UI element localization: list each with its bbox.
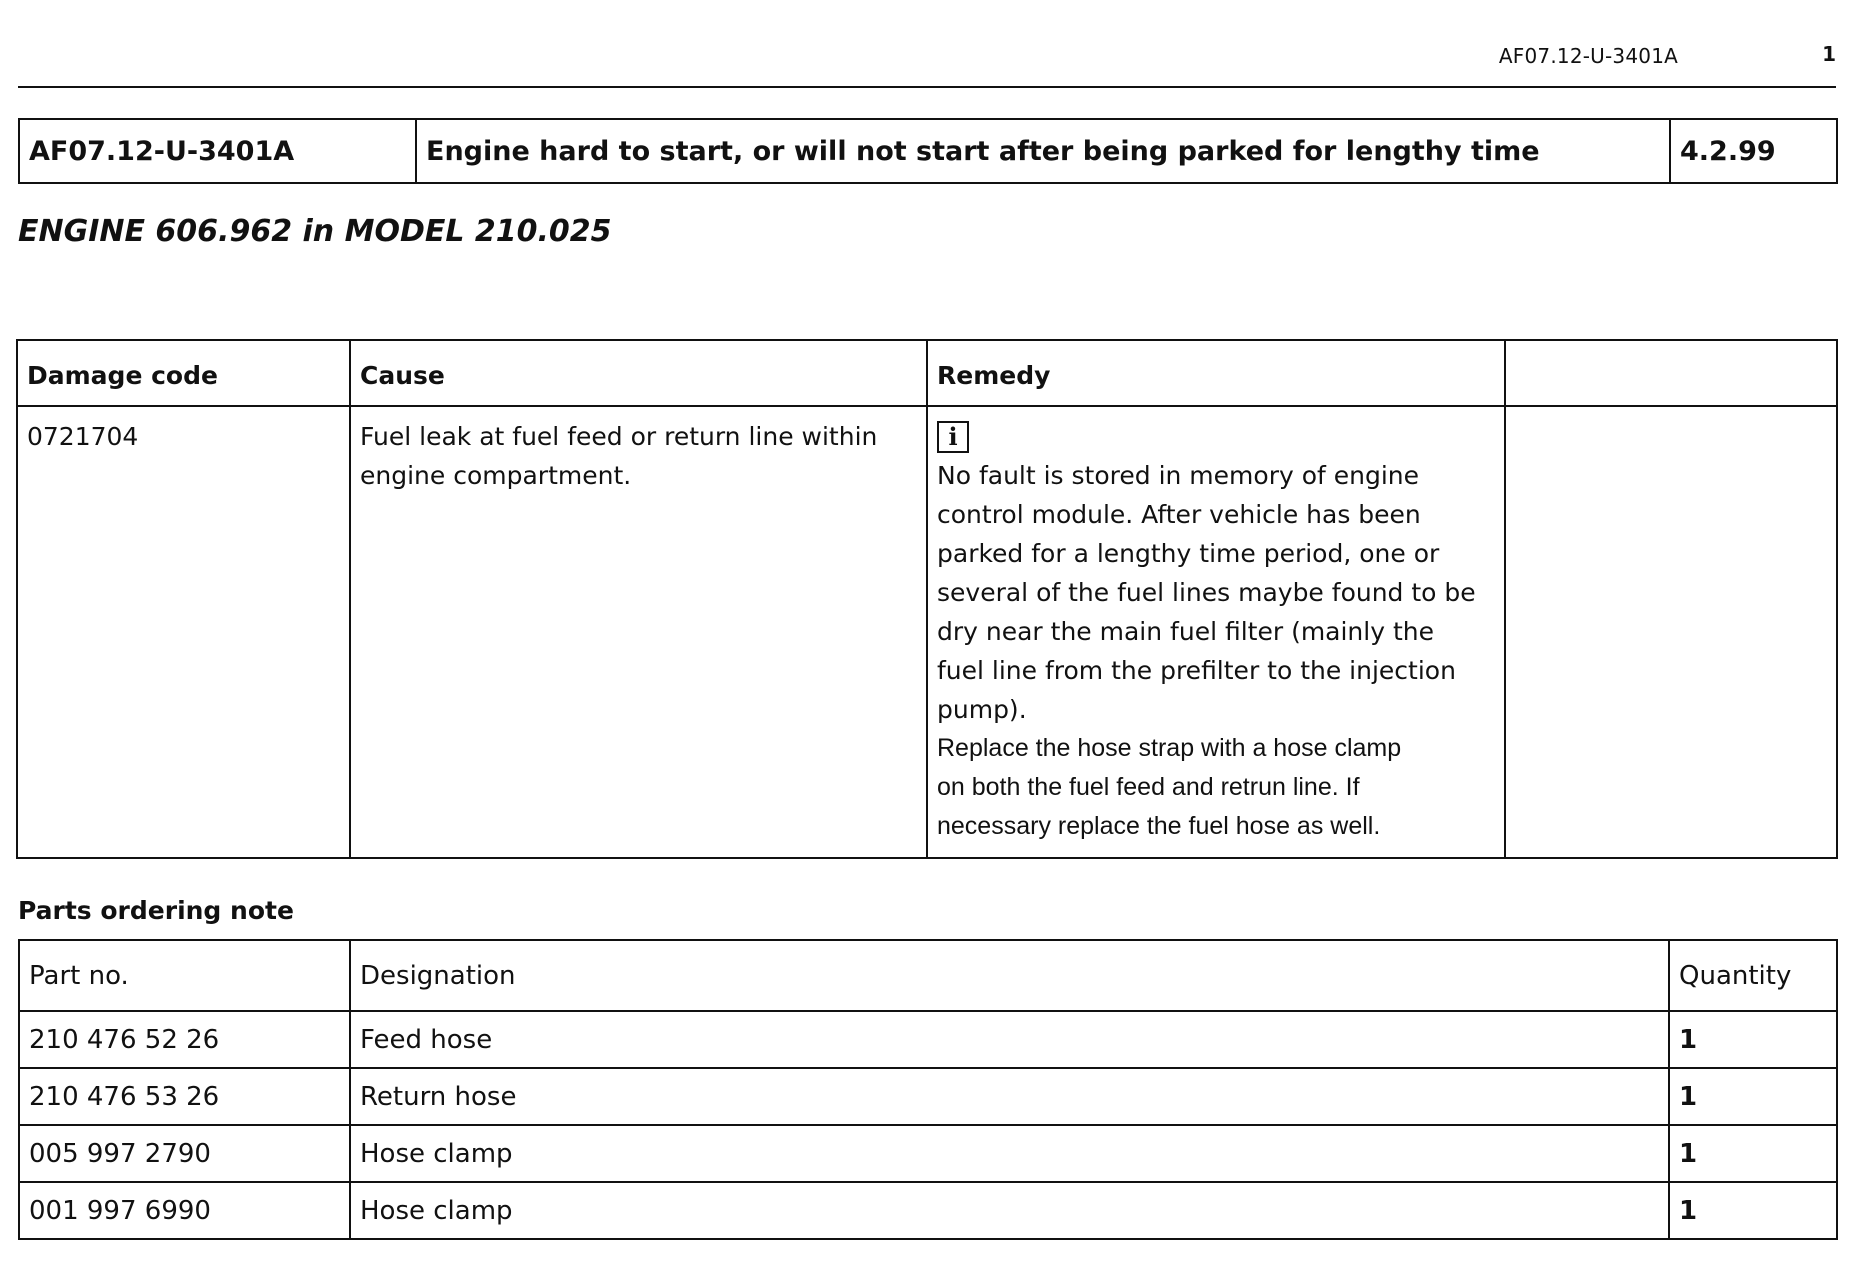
remedy-line: control module. After vehicle has been: [937, 500, 1421, 529]
parts-ordering-heading: Parts ordering note: [18, 896, 294, 925]
title-table: [18, 118, 1838, 184]
header-cause: Cause: [350, 340, 927, 406]
remedy-line: several of the fuel lines maybe found to be: [937, 578, 1476, 607]
table-row: [19, 1011, 1837, 1068]
cause-line: engine compartment.: [360, 461, 632, 490]
table-row: [19, 1182, 1837, 1239]
remedy-line: Replace the hose strap with a hose clamp: [937, 734, 1402, 762]
damage-code-cell: 0721704: [17, 406, 350, 858]
remedy-line: fuel line from the prefilter to the injection: [937, 656, 1456, 685]
parts-table: [18, 939, 1838, 1240]
quantity-cell: 1: [1669, 1011, 1837, 1068]
engine-model-line: ENGINE 606.962 in MODEL 210.025: [18, 214, 612, 249]
title-row: [19, 119, 1837, 183]
quantity-cell: 1: [1669, 1182, 1837, 1239]
part-no-cell: 001 997 6990: [19, 1182, 350, 1239]
header-extra: [1505, 340, 1837, 406]
remedy-line: parked for a lengthy time period, one or: [937, 539, 1440, 568]
remedy-line: necessary replace the fuel hose as well.: [937, 812, 1381, 840]
damage-table-row: [17, 406, 1837, 858]
part-no-cell: 210 476 53 26: [19, 1068, 350, 1125]
doc-date-cell: 4.2.99: [1670, 119, 1837, 183]
header-doc-ref: AF07.12-U-3401A: [1498, 44, 1678, 68]
designation-cell: Hose clamp: [350, 1125, 1669, 1182]
page-header: [18, 38, 1836, 88]
quantity-cell: 1: [1669, 1068, 1837, 1125]
designation-cell: Hose clamp: [350, 1182, 1669, 1239]
damage-table: [16, 339, 1838, 859]
designation-cell: Feed hose: [350, 1011, 1669, 1068]
cause-line: Fuel leak at fuel feed or return line within: [360, 422, 878, 451]
remedy-line: on both the fuel feed and retrun line. If: [937, 773, 1360, 801]
doc-code-cell: AF07.12-U-3401A: [19, 119, 416, 183]
table-row: [19, 1125, 1837, 1182]
parts-table-header-row: [19, 940, 1837, 1011]
damage-table-header-row: [17, 340, 1837, 406]
info-icon: i: [937, 421, 969, 453]
table-row: [19, 1068, 1837, 1125]
remedy-line: pump).: [937, 695, 1027, 724]
remedy-line: No fault is stored in memory of engine: [937, 461, 1420, 490]
remedy-cell: [927, 406, 1505, 858]
remedy-line: dry near the main fuel filter (mainly the: [937, 617, 1434, 646]
header-part-no: Part no.: [19, 940, 350, 1011]
designation-cell: Return hose: [350, 1068, 1669, 1125]
header-designation: Designation: [350, 940, 1669, 1011]
extra-cell: [1505, 406, 1837, 858]
cause-cell: [350, 406, 927, 858]
doc-title-cell: Engine hard to start, or will not start after being parked for lengthy time: [416, 119, 1670, 183]
part-no-cell: 210 476 52 26: [19, 1011, 350, 1068]
part-no-cell: 005 997 2790: [19, 1125, 350, 1182]
header-damage-code: Damage code: [17, 340, 350, 406]
header-remedy: Remedy: [927, 340, 1505, 406]
page-number: 1: [1822, 42, 1836, 66]
header-quantity: Quantity: [1669, 940, 1837, 1011]
quantity-cell: 1: [1669, 1125, 1837, 1182]
